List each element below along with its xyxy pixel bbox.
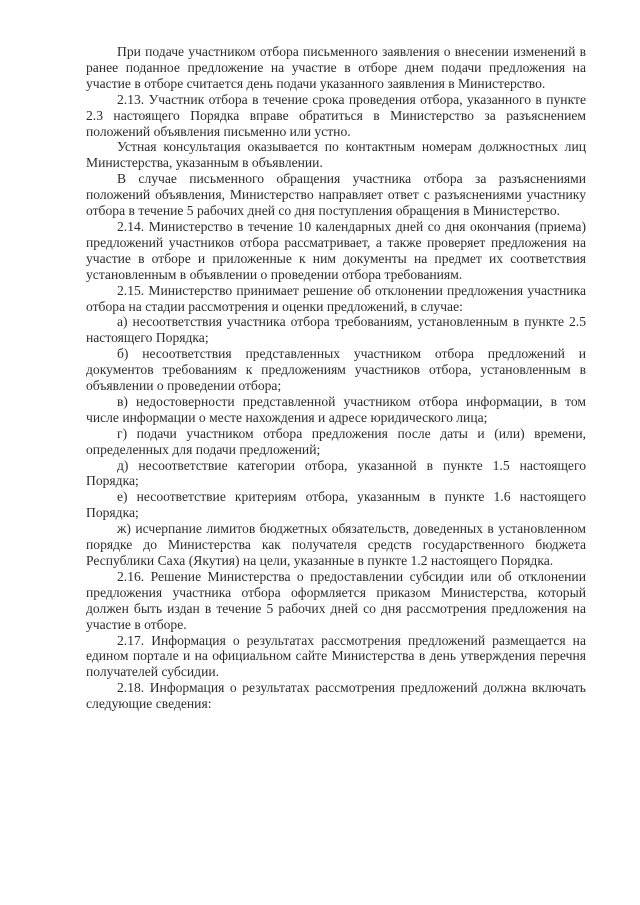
paragraph-2-16: 2.16. Решение Министерства о предоставлении субсидии или об отклонении предложения участника отбора оформляется приказом Министерства, который должен быть издан в течение 5 рабочих дней со дня рассмотрения предложения на участие в отборе. <box>86 568 586 632</box>
paragraph-oral-consultation: Устная консультация оказывается по контактным номерам должностных лиц Министерства, указанным в объявлении. <box>86 139 586 171</box>
list-item-g: г) подачи участником отбора предложения после даты и (или) времени, определенных для подачи предложений; <box>86 425 586 457</box>
list-item-zh: ж) исчерпание лимитов бюджетных обязательств, доведенных в установленном порядке до Министерства как получателя средств государственного бюджета Республики Саха (Якутия) на цели, указанные в пункте 1.2 настоящего Порядка. <box>86 521 586 568</box>
paragraph-2-18: 2.18. Информация о результатах рассмотрения предложений должна включать следующие сведения: <box>86 680 586 712</box>
paragraph-2-15: 2.15. Министерство принимает решение об отклонении предложения участника отбора на стадии рассмотрения и оценки предложений, в случае: <box>86 282 586 314</box>
paragraph-2-14: 2.14. Министерство в течение 10 календарных дней со дня окончания (приема) предложений участников отбора рассматривает, а также проверяет предложения на участие в отборе и приложенные к ним документы на предмет их соответствия установленным в объявлении о проведении отбора требованиям. <box>86 218 586 282</box>
list-item-a: а) несоответствия участника отбора требованиям, установленным в пункте 2.5 настоящего Порядка; <box>86 314 586 346</box>
list-item-e: е) несоответствие критериям отбора, указанным в пункте 1.6 настоящего Порядка; <box>86 489 586 521</box>
paragraph-application-amendment: При подаче участником отбора письменного заявления о внесении изменений в ранее поданное предложение на участие в отборе днем подачи предложения на участие в отборе считается день подачи указанного заявления в Министерство. <box>86 44 586 91</box>
list-item-d: д) несоответствие категории отбора, указанной в пункте 1.5 настоящего Порядка; <box>86 457 586 489</box>
list-item-v: в) недостоверности представленной участником отбора информации, в том числе информации о месте нахождения и адресе юридического лица; <box>86 393 586 425</box>
paragraph-written-request: В случае письменного обращения участника отбора за разъяснениями положений объявления, Министерство направляет ответ с разъяснениями участнику отбора в течение 5 рабочих дней со дня поступления обращения в Министерство. <box>86 171 586 219</box>
list-item-b: б) несоответствия представленных участником отбора предложений и документов требованиям к предложениям участников отбора, установленным в объявлении о проведении отбора; <box>86 346 586 394</box>
paragraph-2-17: 2.17. Информация о результатах рассмотрения предложений размещается на едином портале и на официальном сайте Министерства в день утверждения перечня получателей субсидии. <box>86 632 586 680</box>
document-page <box>86 44 586 712</box>
paragraph-2-13: 2.13. Участник отбора в течение срока проведения отбора, указанного в пункте 2.3 настоящего Порядка вправе обратиться в Министерство за разъяснением положений объявления письменно или устно. <box>86 91 586 139</box>
